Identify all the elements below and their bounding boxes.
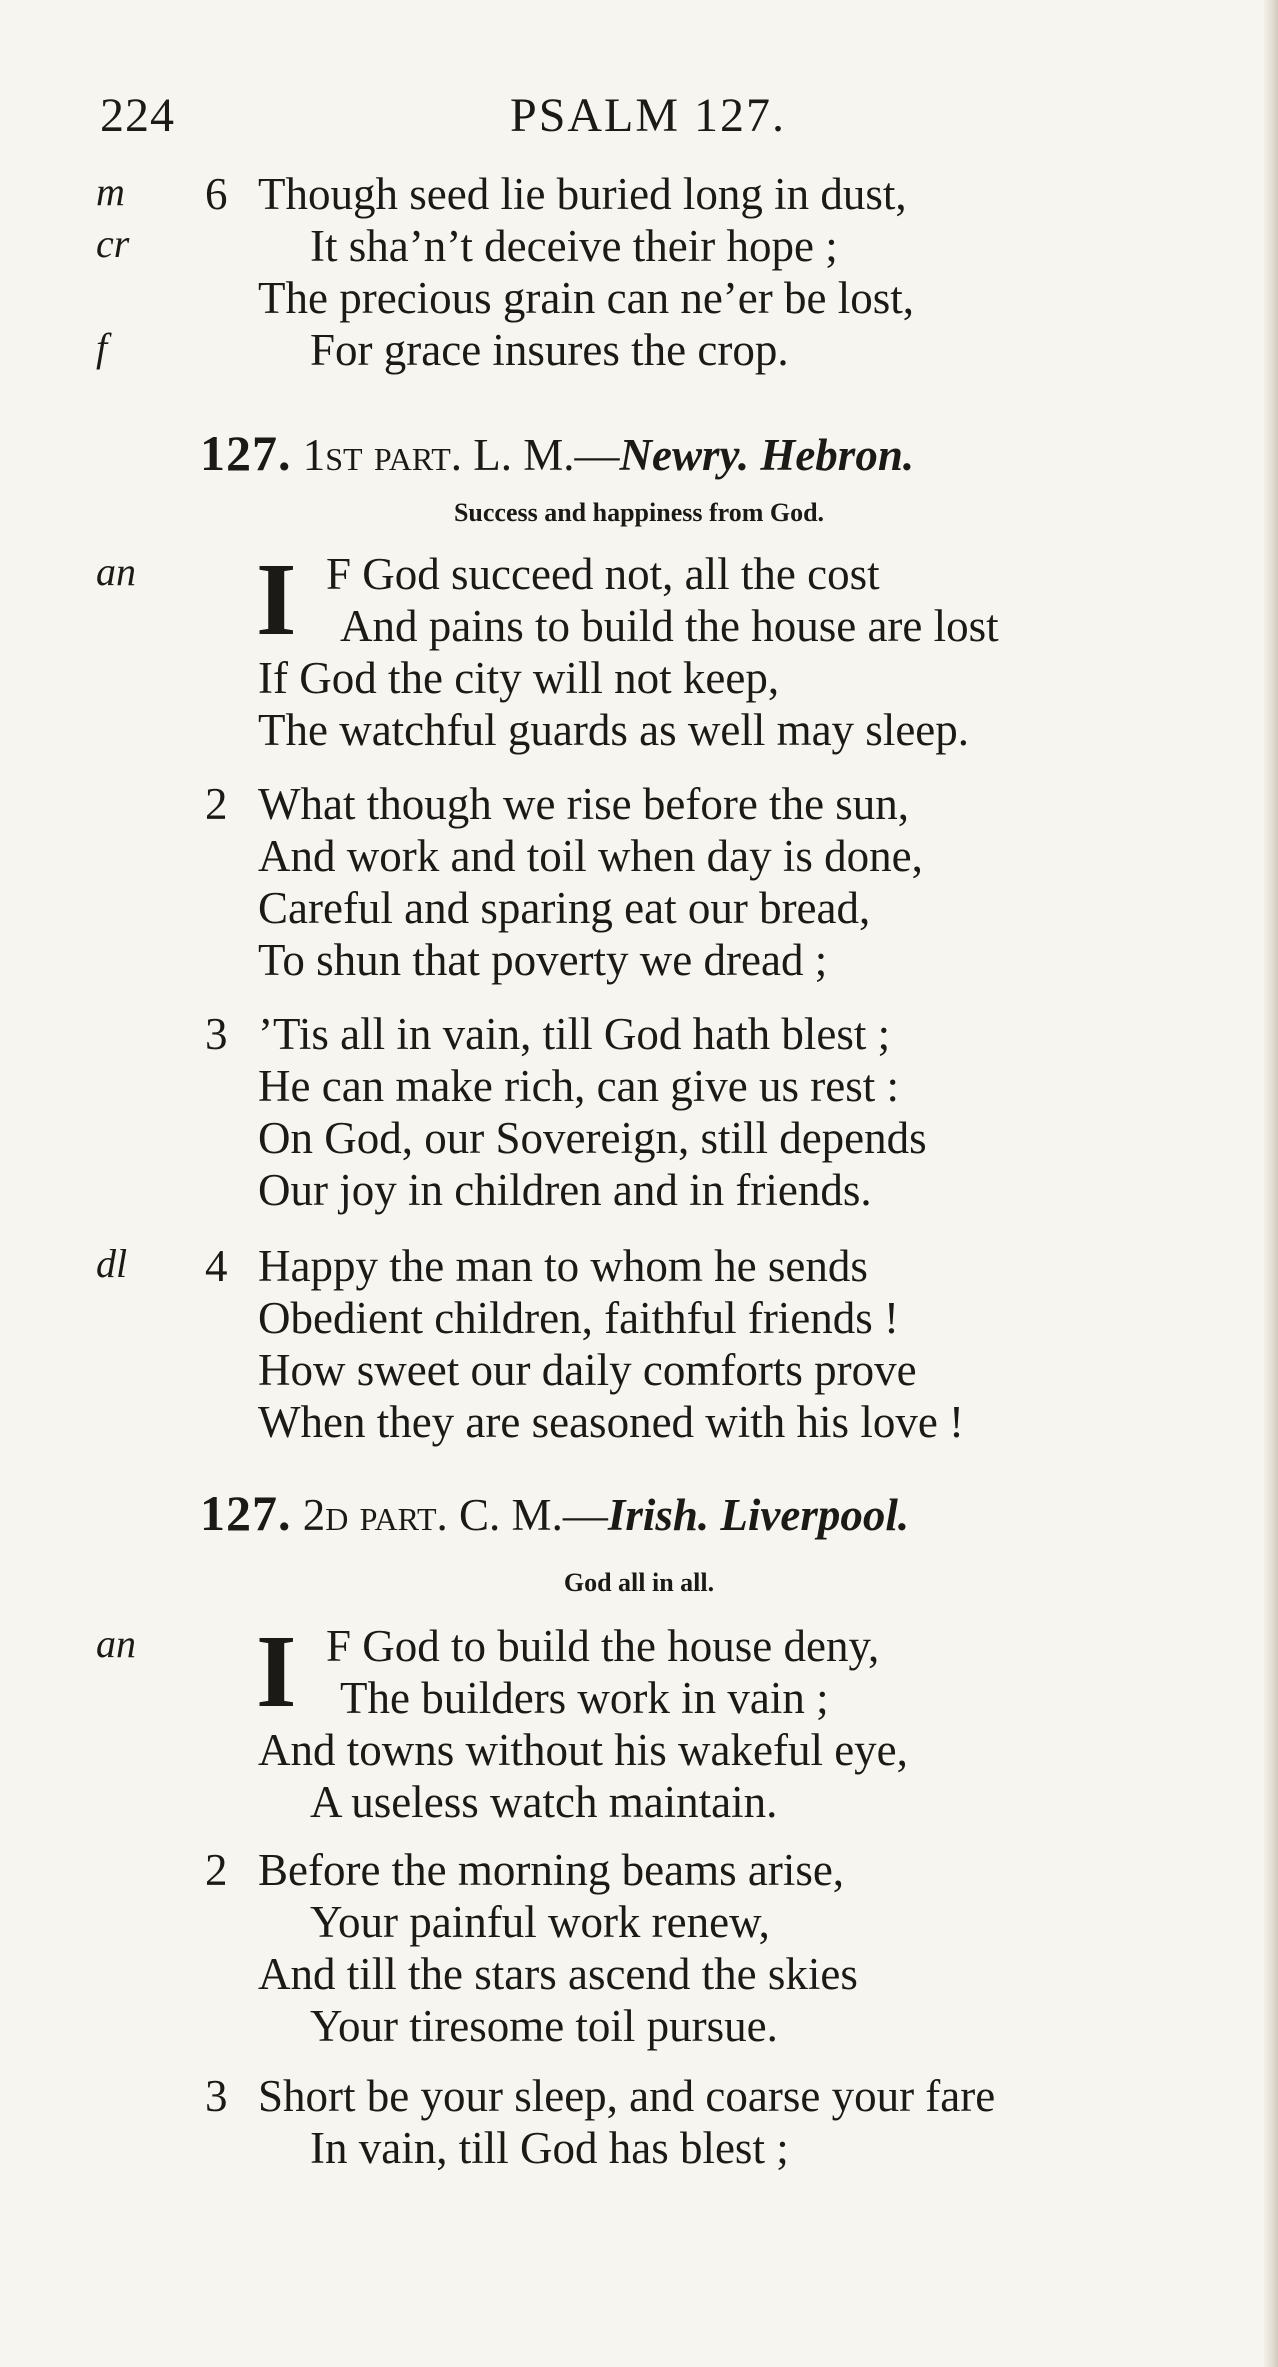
verse-line: Your painful work renew, — [310, 1897, 770, 1947]
margin-mark: an — [96, 1621, 136, 1666]
running-title: PSALM 127. — [510, 89, 787, 142]
margin-mark: f — [96, 325, 108, 370]
page-number: 224 — [100, 89, 175, 142]
stanza-number: 4 — [205, 1241, 228, 1291]
verse-line: And towns without his wakeful eye, — [258, 1725, 908, 1775]
page-header — [0, 88, 1278, 148]
drop-cap: I — [256, 1614, 297, 1729]
verse-line: The precious grain can ne’er be lost, — [258, 273, 914, 323]
hymn-part: 1st part. — [302, 430, 463, 480]
verse-line: On God, our Sovereign, still depends — [258, 1113, 927, 1163]
hymn-meter: C. M.— — [459, 1490, 608, 1540]
margin-mark: an — [96, 549, 136, 594]
stanza-number: 3 — [205, 1009, 228, 1059]
margin-mark: cr — [96, 221, 130, 266]
verse-line: The builders work in vain ; — [340, 1673, 829, 1723]
verse-line: When they are seasoned with his love ! — [258, 1397, 965, 1447]
verse-line: Short be your sleep, and coarse your fare — [258, 2071, 996, 2121]
verse-line: If God the city will not keep, — [258, 653, 780, 703]
verse-line: F God to build the house deny, — [326, 1621, 880, 1671]
hymn-tunes: Newry. Hebron. — [619, 430, 915, 480]
verse-line: Our joy in children and in friends. — [258, 1165, 872, 1215]
stanza-number: 2 — [205, 779, 228, 829]
verse-line: The watchful guards as well may sleep. — [258, 705, 970, 755]
hymn-heading — [200, 425, 915, 481]
verse-line: ’Tis all in vain, till God hath blest ; — [258, 1009, 891, 1059]
verse-line: And till the stars ascend the skies — [258, 1949, 858, 1999]
page-edge — [1264, 0, 1278, 2367]
verse-line: Happy the man to whom he sends — [258, 1241, 868, 1291]
verse-line: F God succeed not, all the cost — [326, 549, 880, 599]
hymn-heading — [200, 1485, 910, 1541]
verse-line: And pains to build the house are lost — [340, 601, 999, 651]
verse-line: Though seed lie buried long in dust, — [258, 169, 907, 219]
hymn-number: 127. — [200, 425, 292, 481]
hymn-meter: L. M.— — [473, 430, 620, 480]
margin-mark: dl — [96, 1241, 128, 1286]
verse-line: And work and toil when day is done, — [258, 831, 923, 881]
drop-cap: I — [256, 542, 297, 657]
verse-line: Your tiresome toil pursue. — [310, 2001, 778, 2051]
hymn-number: 127. — [200, 1485, 292, 1541]
verse-line: In vain, till God has blest ; — [310, 2123, 789, 2173]
stanza-number: 3 — [205, 2071, 228, 2121]
hymn-tunes: Irish. Liverpool. — [607, 1490, 910, 1540]
verse-line: Before the morning beams arise, — [258, 1845, 845, 1895]
stanza-number: 2 — [205, 1845, 228, 1895]
verse-line: Obedient children, faithful friends ! — [258, 1293, 900, 1343]
hymn-part: 2d part. — [302, 1490, 448, 1540]
hymn-subtitle: God all in all. — [563, 1568, 715, 1597]
verse-line: It sha’n’t deceive their hope ; — [310, 221, 838, 271]
hymn-subtitle: Success and happiness from God. — [453, 498, 825, 527]
verse-line: He can make rich, can give us rest : — [258, 1061, 899, 1111]
verse-line: What though we rise before the sun, — [258, 779, 910, 829]
verse-line: How sweet our daily comforts prove — [258, 1345, 917, 1395]
verse-line: Careful and sparing eat our bread, — [258, 883, 871, 933]
verse-line: To shun that poverty we dread ; — [258, 935, 828, 985]
stanza-number: 6 — [205, 169, 228, 219]
verse-line: For grace insures the crop. — [310, 325, 789, 375]
margin-mark: m — [96, 169, 125, 214]
verse-line: A useless watch maintain. — [310, 1777, 778, 1827]
